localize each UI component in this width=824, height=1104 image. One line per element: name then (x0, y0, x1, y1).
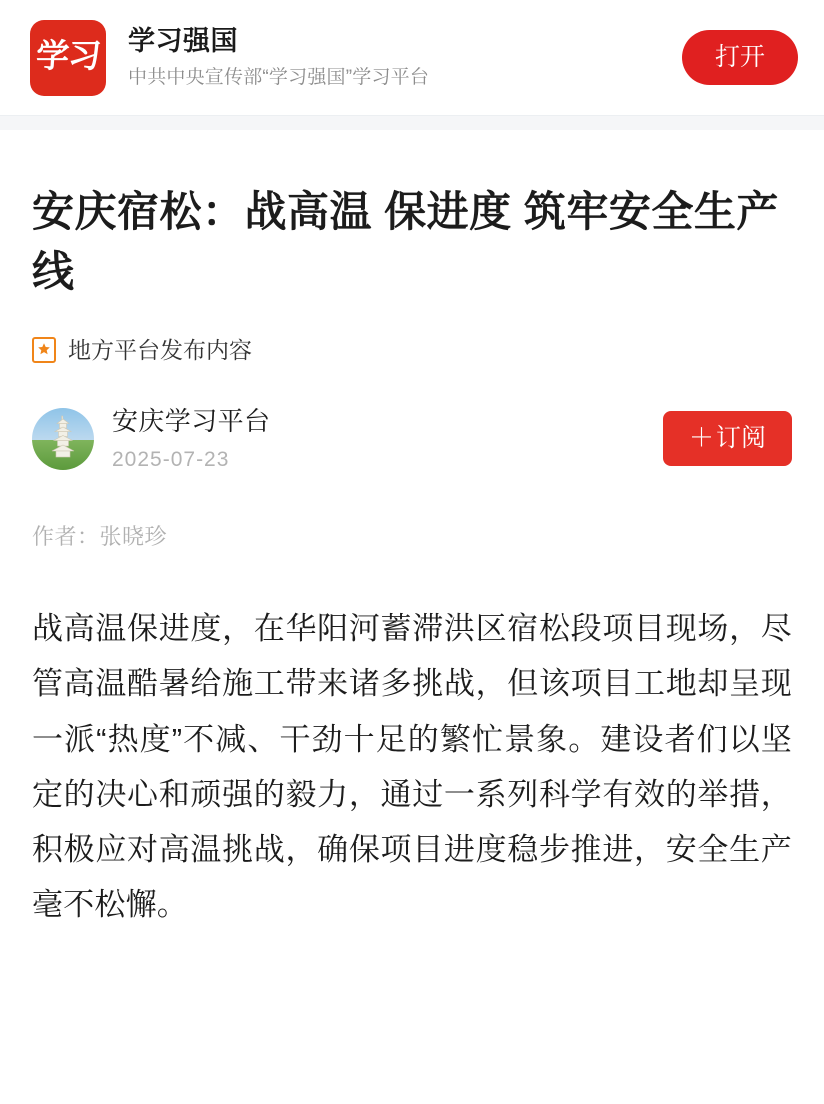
xuexi-app-logo-icon (30, 20, 106, 96)
app-title: 学习强国 (128, 26, 238, 57)
source-meta (112, 405, 663, 472)
source-row (32, 405, 792, 472)
app-logo-text: 学习 (34, 39, 102, 75)
subscribe-label: 订阅 (715, 423, 766, 452)
plus-icon: ＋ (688, 424, 714, 453)
author-line: 作者：张晓珍 (32, 524, 168, 550)
subscribe-button[interactable] (663, 411, 792, 467)
platform-tag-row (32, 337, 792, 363)
source-name[interactable]: 安庆学习平台 (112, 406, 271, 437)
pagoda-avatar-icon[interactable] (32, 408, 94, 470)
article-paragraph: 战高温保进度，在华阳河蓄滞洪区宿松段项目现场，尽管高温酷暑给施工带来诸多挑战，但该项目工地却呈现一派“热度”不减、干劲十足的繁忙景象。建设者们以坚定的决心和顽强的毅力，通过一系列科学有效的举措，积极应对高温挑战，确保项目进度稳步推进，安全生产毫不松懈。 (32, 611, 792, 923)
section-divider-strip (0, 116, 824, 130)
article-title: 安庆宿松：战高温 保进度 筑牢安全生产线 (32, 188, 779, 295)
bookmark-star-icon (32, 337, 56, 363)
platform-tag-label: 地方平台发布内容 (68, 336, 252, 363)
article-container (0, 182, 824, 932)
app-banner (0, 0, 824, 116)
app-meta (128, 25, 682, 90)
publish-date: 2025-07-23 (112, 448, 230, 472)
app-subtitle: 中共中央宣传部“学习强国”学习平台 (128, 67, 430, 88)
open-app-button[interactable]: 打开 (682, 30, 798, 85)
